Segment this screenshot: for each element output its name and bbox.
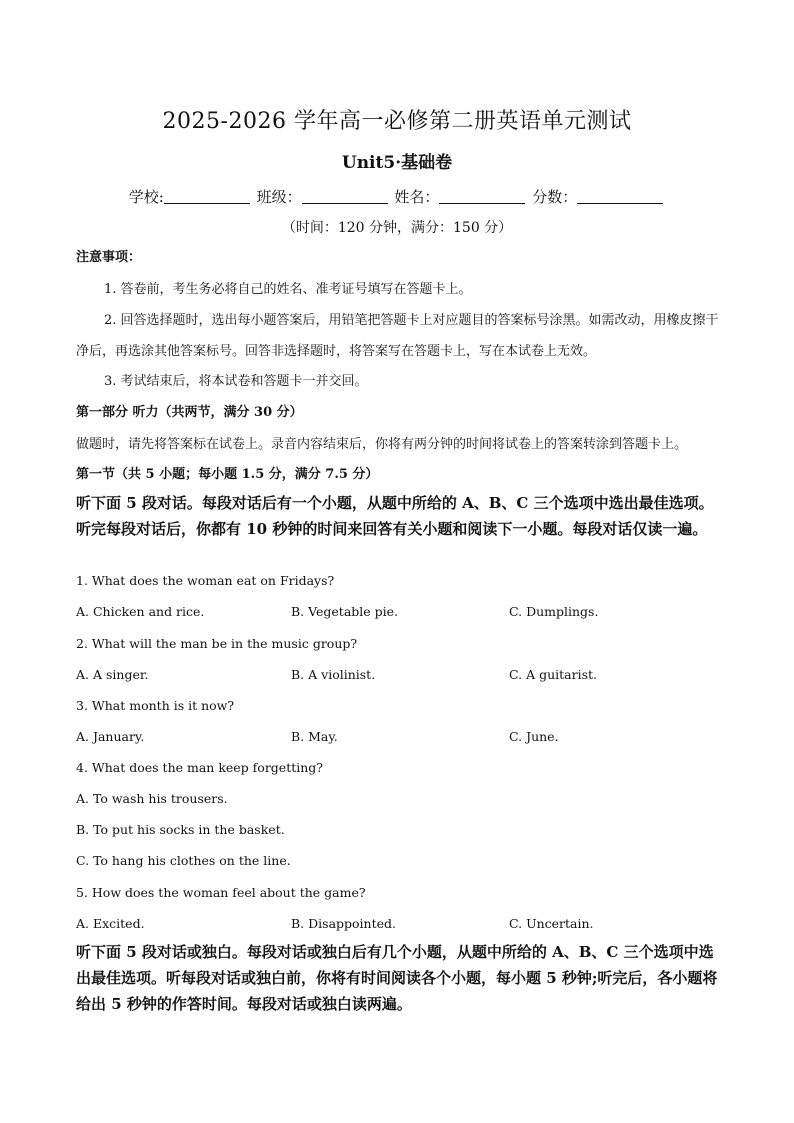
question-stem: 4. What does the man keep forgetting? bbox=[76, 760, 324, 775]
name-label: 姓名： bbox=[394, 188, 440, 206]
notes-heading: 注意事项： bbox=[76, 250, 142, 265]
option-a: A. A singer. bbox=[76, 667, 149, 682]
part1-instruction: 做题时，请先将答案标在试卷上。录音内容结束后，你将有两分钟的时间将试卷上的答案转涂到答题卡上。 bbox=[76, 437, 688, 452]
score-blank[interactable] bbox=[577, 189, 663, 204]
section2-directions: 听下面 5 段对话或独白。每段对话或独白后有几个小题，从题中所给的 A、B、C 三个选项中选出最佳选项。听每段对话或独白前，你将有时间阅读各个小题，每小题 5 秒钟;听完后，各小题将给出 5 秒钟的作答时间。每段对话或独白读两遍。 bbox=[76, 943, 718, 1013]
option-a: A. To wash his trousers. bbox=[76, 791, 228, 806]
exam-title: 2025-2026 学年高一必修第二册英语单元测试 bbox=[162, 109, 632, 134]
option-c: C. Dumplings. bbox=[509, 604, 599, 619]
option-b: B. Vegetable pie. bbox=[291, 604, 399, 619]
time-info: （时间：120 分钟，满分：150 分） bbox=[281, 220, 513, 236]
question-stem: 1. What does the woman eat on Fridays? bbox=[76, 573, 335, 588]
class-label: 班级： bbox=[256, 188, 302, 206]
section1-heading: 第一节（共 5 小题；每小题 1.5 分，满分 7.5 分） bbox=[76, 467, 379, 482]
option-b: B. May. bbox=[291, 729, 338, 744]
class-blank[interactable] bbox=[302, 189, 388, 204]
exam-subtitle: Unit5·基础卷 bbox=[341, 153, 453, 173]
part1-heading: 第一部分 听力（共两节，满分 30 分） bbox=[76, 405, 303, 420]
question-stem: 2. What will the man be in the music group? bbox=[76, 636, 358, 651]
note-item-3: 3. 考试结束后，将本试卷和答题卡一并交回。 bbox=[104, 374, 368, 389]
option-c: C. To hang his clothes on the line. bbox=[76, 853, 291, 868]
note-item-2: 2. 回答选择题时，选出每小题答案后，用铅笔把答题卡上对应题目的答案标号涂黑。如需改动，用橡皮擦干净后，再选涂其他答案标号。回答非选择题时，将答案写在答题卡上，写在本试卷上无效。 bbox=[76, 313, 719, 359]
option-c: C. June. bbox=[509, 729, 559, 744]
school-blank[interactable] bbox=[164, 189, 250, 204]
note-item-1: 1. 答卷前，考生务必将自己的姓名、准考证号填写在答题卡上。 bbox=[104, 282, 472, 297]
option-c: C. Uncertain. bbox=[509, 916, 594, 931]
option-a: A. January. bbox=[76, 729, 145, 744]
option-b: B. A violinist. bbox=[291, 667, 376, 682]
option-a: A. Chicken and rice. bbox=[76, 604, 205, 619]
question-stem: 5. How does the woman feel about the game? bbox=[76, 885, 366, 900]
option-c: C. A guitarist. bbox=[509, 667, 597, 682]
name-blank[interactable] bbox=[439, 189, 525, 204]
option-b: B. To put his socks in the basket. bbox=[76, 822, 285, 837]
student-info-line bbox=[0, 186, 794, 207]
score-label: 分数： bbox=[532, 188, 578, 206]
option-b: B. Disappointed. bbox=[291, 916, 396, 931]
school-label: 学校: bbox=[128, 188, 164, 206]
option-a: A. Excited. bbox=[76, 916, 145, 931]
question-stem: 3. What month is it now? bbox=[76, 698, 235, 713]
section1-directions: 听下面 5 段对话。每段对话后有一个小题，从题中所给的 A、B、C 三个选项中选出最佳选项。听完每段对话后，你都有 10 秒钟的时间来回答有关小题和阅读下一小题。每段对话仅读一遍。 bbox=[76, 494, 714, 538]
